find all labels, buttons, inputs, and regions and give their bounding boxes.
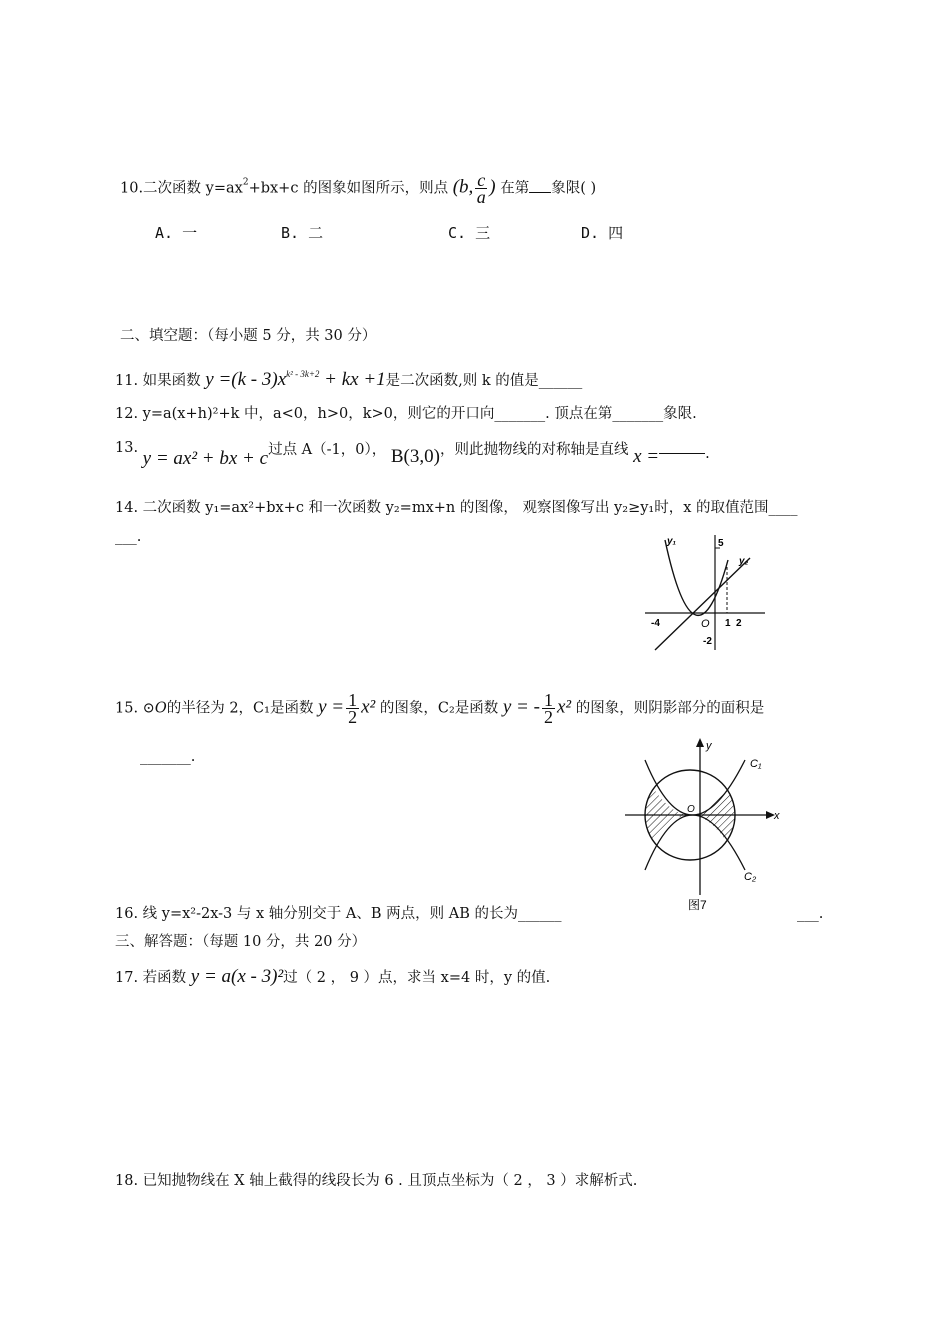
q15-blank: _______. (140, 749, 196, 765)
question-13 (115, 440, 710, 469)
q14-label-y2: y₂ (739, 556, 749, 567)
q10-frac-num: c (477, 170, 486, 190)
q15-fraction-2 (542, 692, 555, 725)
q15-label-c2: C₂ (744, 871, 757, 883)
q15-x2-a: x² (361, 696, 376, 718)
q10-text-b: +bx+c 的图象如图所示，则点 (248, 180, 449, 197)
q15-graph (620, 735, 790, 915)
q15-frac1-den: 2 (348, 707, 358, 727)
q15-expr2-pre: y = - (502, 696, 540, 718)
section-2-heading: 二、填空题：（每小题 5 分，共 30 分） (120, 328, 377, 344)
q13-text-b: ，则此抛物线的对称轴是直线 (439, 442, 629, 458)
q15-shade-lower (640, 815, 740, 865)
q10-option-b: B. 二 (281, 224, 324, 242)
q11-blank: ______ (538, 373, 583, 389)
q15-d: 的图象，则阴影部分的面积是 (575, 700, 765, 717)
q13-expr-x: x = (633, 446, 660, 467)
question-16: 16. 线 y=x²-2x-3 与 x 轴分别交于 A、B 两点，则 AB 的长为______ (115, 906, 562, 922)
q13-expr: y = ax² + bx + c (142, 448, 269, 469)
q14-label-2: 2 (736, 618, 742, 629)
question-14-line2: ___. (115, 529, 142, 545)
question-17 (115, 967, 550, 988)
q14-label-1: 1 (725, 618, 731, 629)
q15-caption: 图7 (688, 898, 707, 912)
question-10 (120, 172, 596, 205)
q11-exp: k² - 3k+2 (286, 369, 320, 379)
question-14-line1: 14. 二次函数 y₁=ax²+bx+c 和一次函数 y₂=mx+n 的图像， 观察图像写出 y₂≥y₁时，x 的取值范围____ (115, 500, 798, 516)
q15-label-y: y (706, 740, 712, 752)
question-16-tail: ___. (797, 906, 824, 922)
q15-label-c1: C₁ (750, 758, 762, 770)
q15-frac2-den: 2 (543, 707, 553, 727)
q13-tail: . (705, 446, 710, 462)
q14-graph (640, 530, 770, 655)
q10-fraction (475, 172, 487, 205)
q17-expr: y = a(x - 3)² (190, 966, 284, 987)
q10-point-open: (b, (452, 176, 474, 198)
q15-a: 15. ⊙ (115, 700, 155, 717)
q10-option-a: A. 一 (155, 224, 198, 242)
q14-curve-y1 (665, 540, 728, 615)
q15-label-x: x (774, 810, 780, 822)
q13-num: 13. (115, 440, 139, 456)
q17-prefix: 17. 若函数 (115, 970, 187, 986)
question-12: 12. y=a(x+h)²+k 中，a<0，h>0，k>0，则它的开口向_______. 顶点在第_______象限. (115, 406, 697, 422)
question-11 (115, 364, 582, 391)
q15-label-origin: O (687, 804, 695, 815)
q10-text-c: 在第 (495, 180, 530, 197)
q11-expr-tail: + kx +1 (319, 369, 386, 390)
q14-label-y1: y₁ (667, 536, 677, 547)
q15-c: 的图象，C₂是函数 (379, 700, 499, 717)
q10-frac-den: a (476, 187, 486, 207)
q15-expr1-pre: y = (318, 696, 345, 718)
q15-blank-line (140, 747, 195, 767)
q10-text-a: 10.二次函数 y=ax (120, 180, 243, 197)
q13-text-a: 过点 A（-1，0）， (268, 442, 387, 458)
q10-option-d: D. 四 (581, 224, 624, 242)
q13-blank (659, 439, 705, 454)
q15-frac1-num: 1 (348, 690, 358, 710)
q10-text-d: 象限( ) (551, 180, 597, 197)
q10-point-close: ) (489, 176, 496, 198)
q10-option-c: C. 三 (448, 224, 491, 242)
q15-x2-b: x² (556, 696, 572, 718)
q15-fraction-1 (346, 692, 359, 725)
q11-expr: y =(k - 3)x (205, 369, 287, 390)
section-3-heading: 三、解答题：（每题 10 分，共 20 分） (115, 934, 367, 950)
q15-o: O (154, 700, 167, 717)
q14-label-neg4: -4 (651, 618, 660, 629)
q15-b: 的半径为 2，C₁是函数 (166, 700, 314, 717)
q17-text: 过（ 2 ， 9 ）点，求当 x=4 时，y 的值. (283, 970, 551, 986)
q13-point-b: B(3,0) (390, 446, 440, 467)
q11-prefix: 11. 如果函数 (115, 373, 201, 389)
q14-label-5: 5 (718, 538, 724, 549)
question-18: 18. 已知抛物线在 X 轴上截得的线段长为 6 . 且顶点坐标为（ 2 ， 3 ）求解析式. (115, 1173, 638, 1189)
question-15 (115, 692, 764, 725)
q15-frac2-num: 1 (543, 690, 553, 710)
q14-label-origin: O (701, 618, 710, 630)
q10-sup: 2 (242, 177, 249, 188)
q11-text: 是二次函数,则 k 的值是 (385, 373, 539, 389)
q15-y-arrow (696, 738, 704, 747)
q10-blank (529, 178, 551, 193)
q14-label-neg2: -2 (703, 636, 712, 647)
